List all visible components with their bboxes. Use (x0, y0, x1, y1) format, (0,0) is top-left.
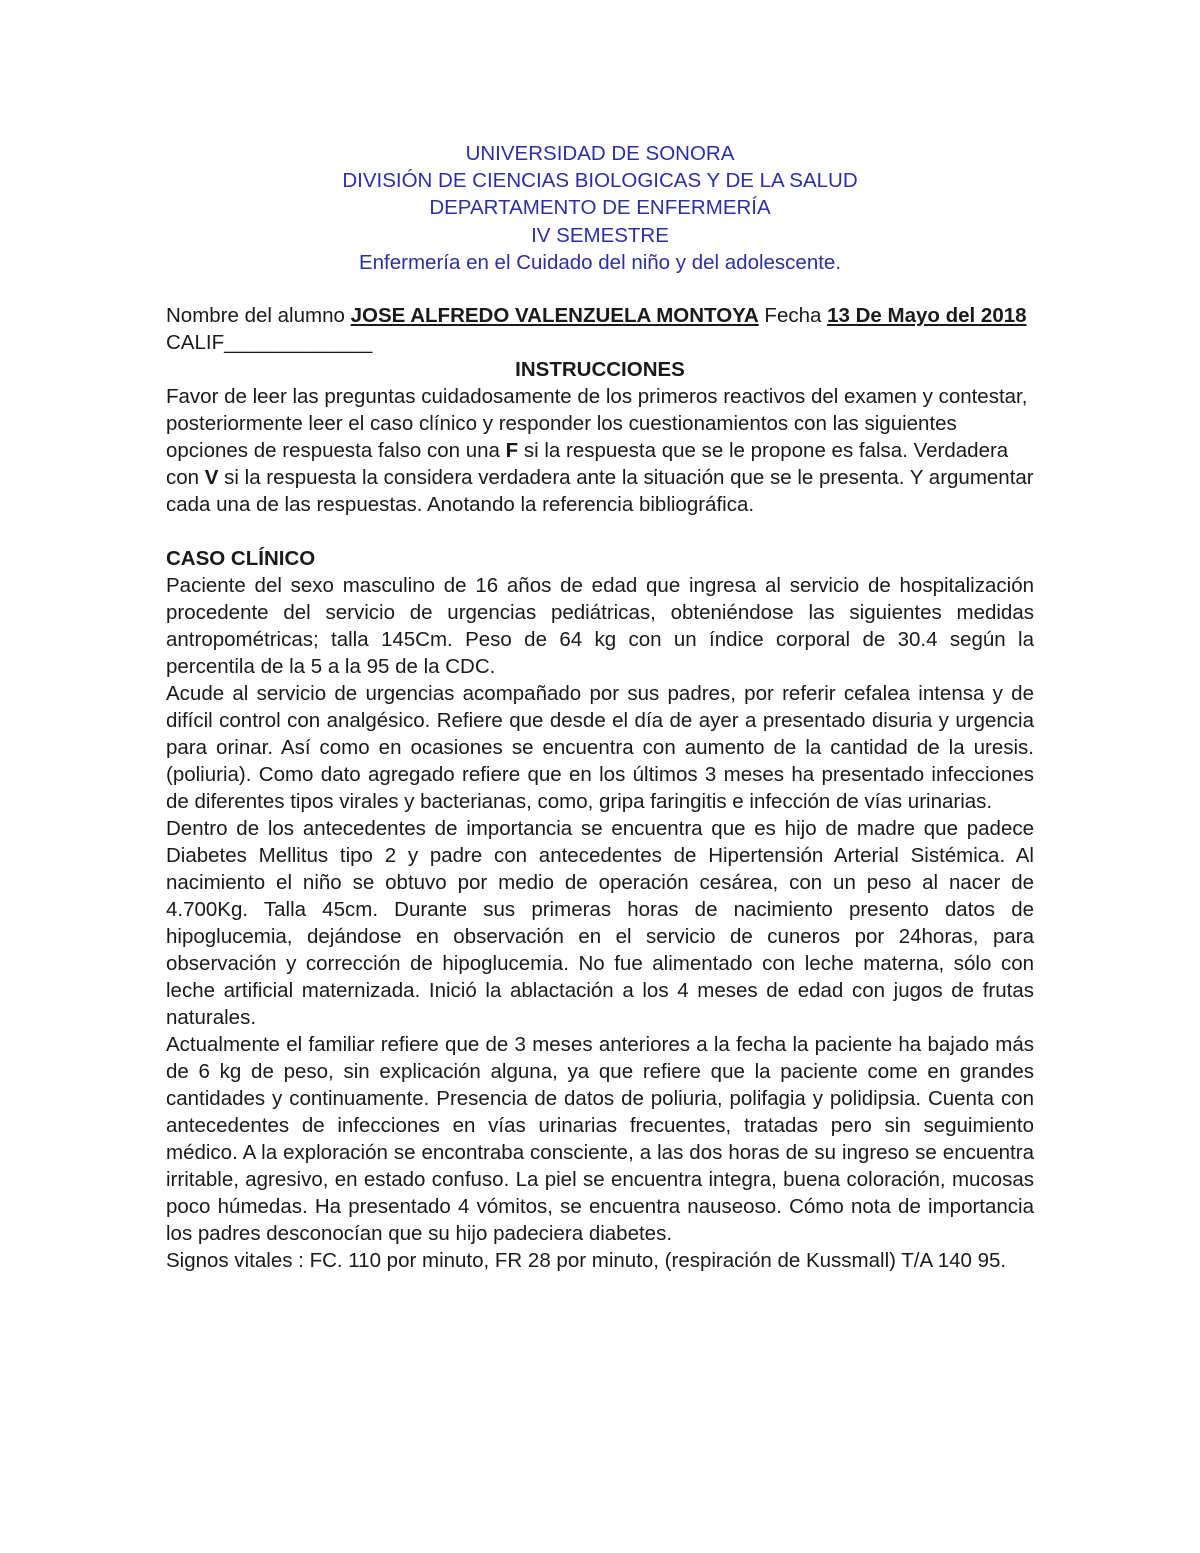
division-name: DIVISIÓN DE CIENCIAS BIOLOGICAS Y DE LA SALUD (342, 169, 858, 193)
course-name: Enfermería en el Cuidado del niño y del adolescente. (358, 250, 842, 274)
case-paragraph-2: Acude al servicio de urgencias acompañado por sus padres, por referir cefalea intensa y de difícil control con analgésico. Refiere que desde el día de ayer a presentado disuria y urgencia para orinar. Así como en ocasiones se encuentra con aumento de la cantidad de la uresis. (poliuria). Como dato agregado refiere que en los últimos 3 meses ha presentado infecciones de diferentes tipos virales y bacterianas, como, gripa faringitis e infección de vías urinarias. (166, 682, 1034, 814)
case-paragraph-1: Paciente del sexo masculino de 16 años de edad que ingresa al servicio de hospitalización procedente del servicio de urgencias pediátricas, obteniéndose las siguientes medidas antropométricas; talla 145Cm. Peso de 64 kg con un índice corporal de 30.4 según la percentila de la 5 a la 95 de la CDC. (166, 574, 1034, 679)
instructions-part-2: si la respuesta que se le propone es falsa. Verdadera con (166, 439, 1009, 490)
grade-label: CALIF_____________ (166, 331, 373, 355)
case-title: CASO CLÍNICO (166, 547, 316, 571)
semester: IV SEMESTRE (531, 223, 669, 247)
case-paragraph-5: Signos vitales : FC. 110 por minuto, FR 28 por minuto, (respiración de Kussmall) T/A 140 95. (166, 1249, 1007, 1273)
student-name: JOSE ALFREDO VALENZUELA MONTOYA (350, 304, 759, 328)
date-label: Fecha (758, 304, 828, 328)
instructions-part-3: si la respuesta la considera verdadera ante la situación que se le presenta. Y argumentar cada una de las respuestas. Anotando la referencia bibliográfica. (166, 466, 1034, 517)
case-paragraph-4: Actualmente el familiar refiere que de 3 meses anteriores a la fecha la paciente ha bajado más de 6 kg de peso, sin explicación alguna, ya que refiere que la paciente come en grandes cantidades y continuamente. Presencia de datos de poliuria, polifagia y polidipsia. Cuenta con antecedentes de infecciones en vías urinarias frecuentes, tratadas pero sin seguimiento médico. A la exploración se encontraba consciente, a las dos horas de su ingreso se encuentra irritable, agresivo, en estado confuso. La piel se encuentra integra, buena coloración, mucosas poco húmedas. Ha presentado 4 vómitos, se encuentra nauseoso. Cómo nota de importancia los padres desconocían que su hijo padeciera diabetes. (166, 1033, 1034, 1246)
department-name: DEPARTAMENTO DE ENFERMERÍA (429, 196, 771, 220)
student-name-label: Nombre del alumno (166, 304, 351, 328)
case-paragraph-3: Dentro de los antecedentes de importancia se encuentra que es hijo de madre que padece Diabetes Mellitus tipo 2 y padre con antecedentes de Hipertensión Arterial Sistémica. Al nacimiento el niño se obtuvo por medio de operación cesárea, con un peso al nacer de 4.700Kg. Talla 45cm. Durante sus primeras horas de nacimiento presento datos de hipoglucemia, dejándose en observación en el servicio de cuneros por 24horas, para observación y corrección de hipoglucemia. No fue alimentado con leche materna, sólo con leche artificial maternizada. Inició la ablactación a los 4 meses de edad con jugos de frutas naturales. (166, 817, 1034, 1030)
instructions-text (166, 383, 1034, 518)
false-letter: F (505, 439, 519, 463)
true-letter: V (204, 466, 219, 490)
university-name: UNIVERSIDAD DE SONORA (465, 142, 735, 165)
exam-date: 13 De Mayo del 2018 (827, 304, 1027, 328)
instructions-title: INSTRUCCIONES (515, 358, 685, 382)
instructions-part-1: Favor de leer las preguntas cuidadosamente de los primeros reactivos del examen y contestar, posteriormente leer el caso clínico y responder los cuestionamientos con las siguientes opciones de respuesta falso con una (166, 385, 1028, 463)
document-header (166, 140, 1034, 276)
document-page (166, 140, 1034, 1274)
student-info (166, 302, 1034, 356)
